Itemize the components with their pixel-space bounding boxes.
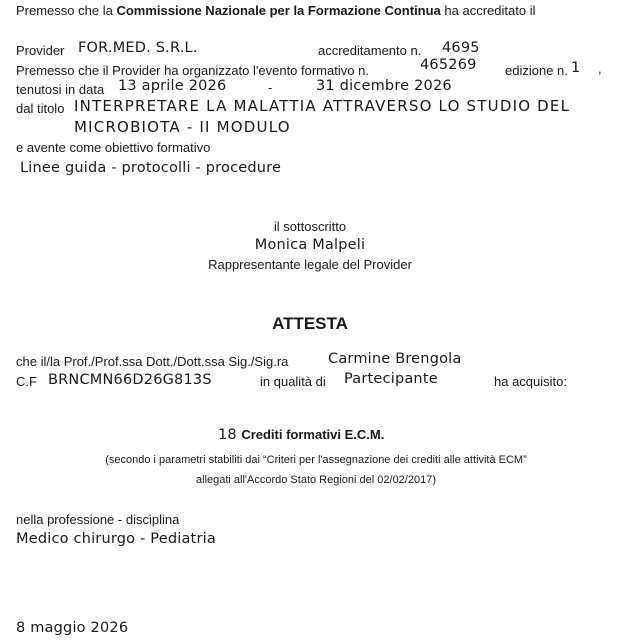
profession-value: Medico chirurgo - Pediatria bbox=[16, 531, 216, 547]
credits-note-line-1: (secondo i parametri stabiliti dai “Criteri per l'assegnazione dei crediti alle attività ECM” bbox=[105, 454, 527, 466]
document-date: 8 maggio 2026 bbox=[16, 620, 129, 636]
credits-line bbox=[218, 427, 384, 443]
edizione-number: 1 bbox=[571, 60, 581, 76]
recipient-name: Carmine Brengola bbox=[328, 351, 462, 367]
event-title-line-2: MICROBIOTA - II MODULO bbox=[74, 118, 291, 136]
edizione-label: edizione n. bbox=[505, 63, 568, 78]
accreditamento-number: 4695 bbox=[442, 40, 480, 56]
cf-value: BRNCMN66D26G813S bbox=[48, 372, 212, 388]
provider-label: Provider bbox=[16, 43, 65, 58]
cf-label: C.F bbox=[16, 374, 37, 389]
event-intro: Premesso che il Provider ha organizzato l'evento formativo n. bbox=[16, 63, 369, 78]
date-to: 31 dicembre 2026 bbox=[316, 78, 452, 94]
edizione-comma: , bbox=[598, 61, 602, 76]
event-title-line-1: INTERPRETARE LA MALATTIA ATTRAVERSO LO STUDIO DEL bbox=[74, 97, 571, 115]
commission-name: Commissione Nazionale per la Formazione Continua bbox=[116, 3, 441, 18]
credits-note-line-2: allegati all'Accordo Stato Regioni del 02/02/2017) bbox=[196, 474, 436, 486]
tenutosi-label: tenutosi in data bbox=[16, 82, 105, 97]
obiettivo-value: Linee guida - protocolli - procedure bbox=[20, 160, 282, 176]
signatory-role: Rappresentante legale del Provider bbox=[208, 257, 412, 272]
date-from: 13 aprile 2026 bbox=[118, 78, 227, 94]
signatory-label: il sottoscritto bbox=[273, 219, 347, 234]
provider-name: FOR.MED. S.R.L. bbox=[78, 40, 198, 56]
intro-suffix: ha accreditato il bbox=[444, 3, 536, 18]
date-separator: - bbox=[268, 80, 273, 95]
qualita-label: in qualità di bbox=[260, 374, 326, 389]
accreditamento-label: accreditamento n. bbox=[318, 43, 422, 58]
intro-prefix: Premesso che la bbox=[16, 3, 113, 18]
credits-number: 18 bbox=[218, 427, 237, 443]
intro-line-1 bbox=[16, 4, 535, 17]
recipient-label: che il/la Prof./Prof.ssa Dott./Dott.ssa Sig./Sig.ra bbox=[16, 354, 289, 369]
attesta-heading: ATTESTA bbox=[272, 314, 348, 333]
obiettivo-label: e avente come obiettivo formativo bbox=[16, 140, 211, 155]
event-number: 465269 bbox=[420, 57, 477, 73]
acquisito-label: ha acquisito: bbox=[494, 374, 567, 389]
signatory-name: Monica Malpeli bbox=[254, 237, 366, 253]
qualita-value: Partecipante bbox=[344, 371, 438, 387]
titolo-label: dal titolo bbox=[16, 101, 65, 116]
profession-label: nella professione - disciplina bbox=[16, 512, 180, 527]
credits-label: Crediti formativi E.C.M. bbox=[241, 427, 385, 442]
